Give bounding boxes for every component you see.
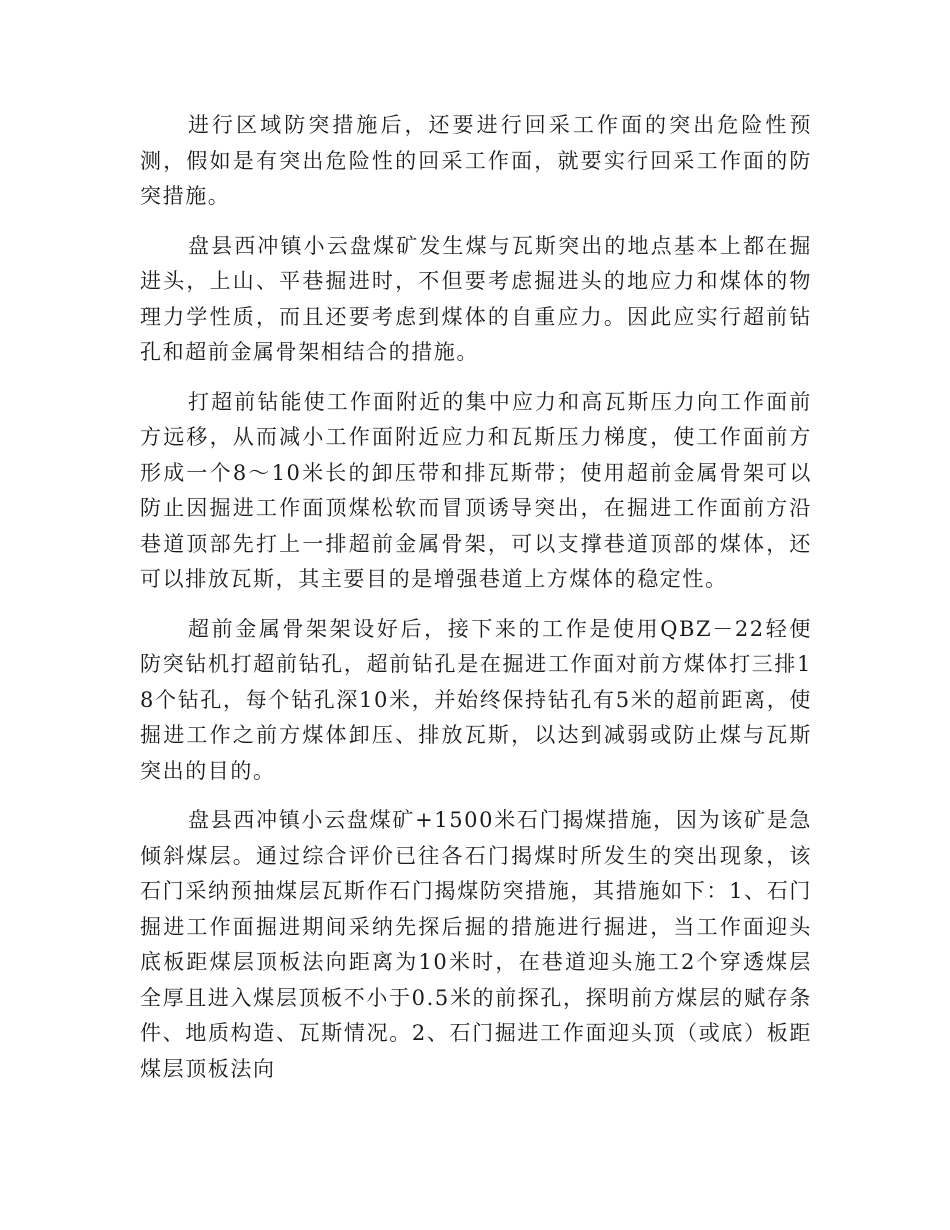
paragraph-5: 盘县西冲镇小云盘煤矿+1500米石门揭煤措施，因为该矿是急倾斜煤层。通过综合评价已往各石门揭煤时所发生的突出现象，该石门采纳预抽煤层瓦斯作石门揭煤防突措施，其措施如下：1、石门掘进工作面掘进期间采纳先探后掘的措施进行掘进，当工作面迎头底板距煤层顶板法向距离为10米时，在巷道迎头施工2个穿透煤层全厚且进入煤层顶板不小于0.5米的前探孔，探明前方煤层的赋存条件、地质构造、瓦斯情况。2、石门掘进工作面迎头顶（或底）板距煤层顶板法向 (140, 808, 812, 1081)
document-body (140, 108, 812, 1101)
paragraph-4: 超前金属骨架架设好后，接下来的工作是使用QBZ－22轻便防突钻机打超前钻孔，超前钻孔是在掘进工作面对前方煤体打三排18个钻孔，每个钻孔深10米，并始终保持钻孔有5米的超前距离，使掘进工作之前方煤体卸压、排放瓦斯，以达到减弱或防止煤与瓦斯突出的目的。 (140, 616, 812, 783)
paragraph-1: 进行区域防突措施后，还要进行回采工作面的突出危险性预测，假如是有突出危险性的回采工作面，就要实行回采工作面的防突措施。 (140, 113, 812, 208)
paragraph-2: 盘县西冲镇小云盘煤矿发生煤与瓦斯突出的地点基本上都在掘进头，上山、平巷掘进时，不但要考虑掘进头的地应力和煤体的物理力学性质，而且还要考虑到煤体的自重应力。因此应实行超前钻孔和超前金属骨架相结合的措施。 (140, 233, 812, 364)
paragraph-3: 打超前钻能使工作面附近的集中应力和高瓦斯压力向工作面前方远移，从而减小工作面附近应力和瓦斯压力梯度，使工作面前方形成一个8～10米长的卸压带和排瓦斯带；使用超前金属骨架可以防止因掘进工作面顶煤松软而冒顶诱导突出，在掘进工作面前方沿巷道顶部先打上一排超前金属骨架，可以支撑巷道顶部的煤体，还可以排放瓦斯，其主要目的是增强巷道上方煤体的稳定性。 (140, 389, 812, 591)
